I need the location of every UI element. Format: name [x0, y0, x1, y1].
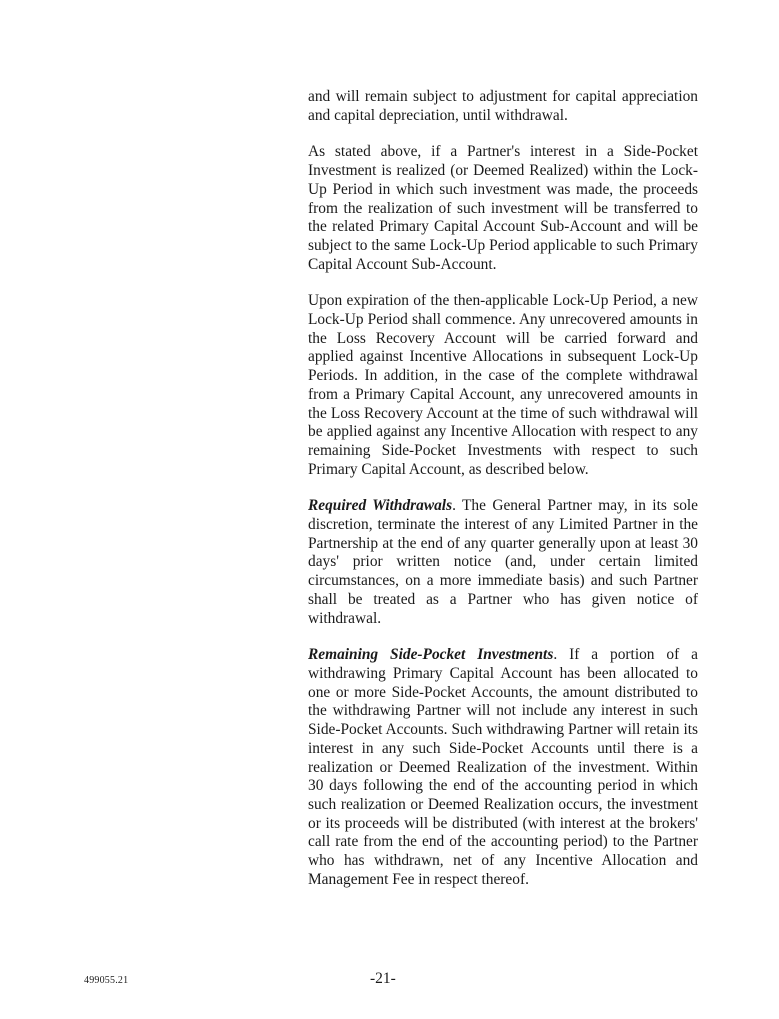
paragraph-lock-up-expiration: [308, 292, 698, 479]
paragraph-required-withdrawals: [308, 497, 698, 628]
paragraph-side-pocket-realization: [308, 143, 698, 274]
page-number: -21-: [370, 970, 396, 987]
section-heading-required-withdrawals: Required Withdrawals: [308, 497, 453, 515]
paragraph-text: . If a portion of a withdrawing Primary Capital Account has been allocated to one or more Side-Pocket Accounts, the amount distributed to the withdrawing Partner will not include any interest in such Side-Pocket Accounts. Such withdrawing Partner will retain its interest in any such Side-Pocket Accounts until there is a realization or Deemed Realization of the investment. Within 30 days following the end of the accounting period in which such realization or Deemed Realization occurs, the investment or its proceeds will be distributed (with interest at the brokers' call rate from the end of the accounting period) to the Partner who has withdrawn, net of any Incentive Allocation and Management Fee in respect thereof.: [308, 646, 698, 888]
paragraph-text: Upon expiration of the then-applicable Lock-Up Period, a new Lock-Up Period shall commence. Any unrecovered amounts in the Loss Recovery Account will be carried forward and applied against Incentive Allocations in subsequent Lock-Up Periods. In addition, in the case of the complete withdrawal from a Primary Capital Account, any unrecovered amounts in the Loss Recovery Account at the time of such withdrawal will be applied against any Incentive Allocation with respect to any remaining Side-Pocket Investments with respect to such Primary Capital Account, as described below.: [308, 292, 698, 478]
paragraph-text: . The General Partner may, in its sole discretion, terminate the interest of any Limited Partner in the Partnership at the end of any quarter generally upon at least 30 days' prior written notice (and, under certain limited circumstances, on a more immediate basis) and such Partner shall be treated as a Partner who has given notice of withdrawal.: [308, 497, 698, 627]
document-id: 499055.21: [84, 975, 129, 986]
paragraph-remaining-side-pocket: [308, 646, 698, 889]
text-column: [308, 88, 698, 889]
paragraph-capital-adjustment: [308, 88, 698, 125]
paragraph-text: As stated above, if a Partner's interest in a Side-Pocket Investment is realized (or Deemed Realized) within the Lock-Up Period in which such investment was made, the proceeds from the realization of such investment will be transferred to the related Primary Capital Account Sub-Account and will be subject to the same Lock-Up Period applicable to such Primary Capital Account Sub-Account.: [308, 143, 698, 273]
paragraph-text: and will remain subject to adjustment for capital appreciation and capital depreciation, until withdrawal.: [308, 88, 698, 124]
section-heading-remaining-side-pocket: Remaining Side-Pocket Investments: [308, 646, 554, 664]
